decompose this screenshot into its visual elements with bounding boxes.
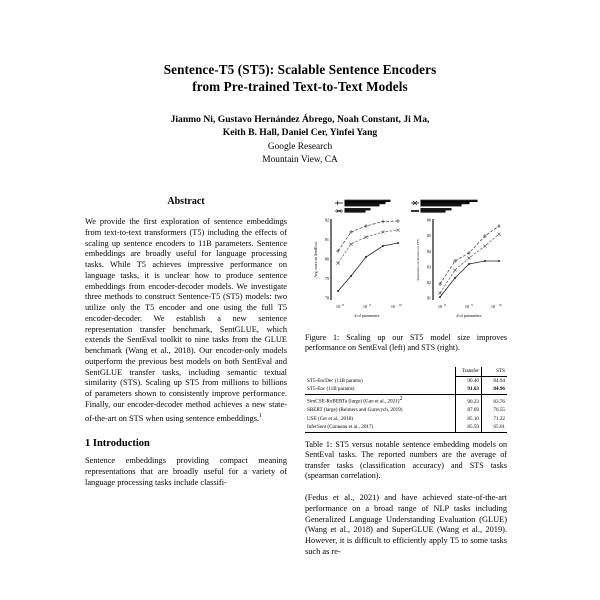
table-row bbox=[305, 415, 507, 424]
table-cell-transfer: 87.69 bbox=[456, 407, 482, 416]
svg-text:10: 10 bbox=[362, 304, 368, 309]
table-header-sts: STS bbox=[482, 367, 508, 376]
table-cell-model bbox=[305, 395, 456, 407]
svg-text:82: 82 bbox=[426, 280, 431, 285]
abstract-footnote-marker: 1 bbox=[259, 412, 263, 419]
svg-text:86: 86 bbox=[426, 217, 431, 223]
affiliation bbox=[0, 141, 600, 166]
abstract-text bbox=[85, 217, 287, 424]
table-header-model bbox=[305, 367, 456, 376]
figure-1 bbox=[305, 196, 507, 353]
svg-text:82: 82 bbox=[324, 217, 329, 223]
table-cell-model-text: SimCSE-RoBERTa (large) (Gao et al., 2021) bbox=[307, 398, 400, 405]
svg-text:81: 81 bbox=[324, 237, 329, 242]
svg-text:83: 83 bbox=[426, 264, 431, 270]
right-column-paragraph: (Fedus et al., 2021) and have achieved state-of-the-art performance on a broad range of NLP tasks including Generalized Language Understanding Evaluation (GLUE) (Wang et al., 2018) and SuperGLUE (Wang et al., 2019). However, it is difficult to efficiently apply T5 to some tasks such as re- bbox=[305, 493, 507, 556]
chart-senteval bbox=[314, 218, 402, 319]
table-cell-model: InferSent (Conneau et al., 2017) bbox=[305, 424, 456, 433]
svg-text:80: 80 bbox=[324, 256, 329, 262]
svg-text:85: 85 bbox=[426, 233, 431, 238]
table-cell-model: ST5-Enc (11B params) bbox=[307, 386, 355, 393]
table-cell-sts: 84.94 bbox=[482, 377, 508, 386]
table-cell-model: ST5-EncDec (11B params) bbox=[307, 377, 363, 384]
svg-text:10: 10 bbox=[464, 304, 470, 309]
affiliation-line-2: Mountain View, CA bbox=[262, 154, 338, 165]
table-cell-transfer: 91.63 bbox=[456, 386, 482, 395]
title-line-2: from Pre-trained Text-to-Text Models bbox=[192, 78, 408, 94]
table-caption-label: Table 1: bbox=[305, 440, 333, 450]
table-row bbox=[305, 424, 507, 433]
table-cell-sts: 76.55 bbox=[482, 407, 508, 416]
svg-text:Avg. score on SentEval: Avg. score on SentEval bbox=[314, 242, 318, 278]
body-columns bbox=[0, 196, 600, 600]
figure-caption-text: Scaling up our ST5 model size improves performance on SentEval (left) and STS (right). bbox=[305, 333, 508, 353]
table-cell-sts: 84.96 bbox=[482, 386, 508, 395]
table-cell-sts: 65.01 bbox=[482, 424, 508, 433]
figure-caption bbox=[305, 333, 507, 353]
figure-1-plot bbox=[305, 196, 507, 326]
svg-text:84: 84 bbox=[426, 249, 431, 254]
table-row bbox=[305, 407, 507, 416]
svg-text:10: 10 bbox=[335, 304, 341, 309]
svg-text:78: 78 bbox=[324, 295, 329, 301]
table-cell-transfer: 90.46 bbox=[456, 377, 482, 386]
svg-text:10: 10 bbox=[390, 304, 396, 309]
abstract-body: We provide the first exploration of sentence embeddings from text-to-text transformers (T5) including the effects of scaling up sentence encoders to 11B parameters. Sentence embeddings are broadly useful for language processing tasks. While T5 achieves impressive performance on language tasks, it is unclear how to produce sentence embeddings from encoder-decoder models. We investigate three methods to construct Sentence-T5 (ST5) models: two utilize only the T5 encoder and one using the full T5 encoder-decoder. We establish a new sentence representation transfer benchmark, SentGLUE, which extends the SentEval toolkit to nine tasks from the GLUE benchmark (Wang et al., 2018). Our encoder-only models outperform the previous best models on both SentEval and SentGLUE transfer tasks, including semantic textual similarity (STS). Scaling up ST5 from millions to billions of parameters shown to consistently improve performance. Finally, our encoder-decoder method achieves a new state-of-the-art on STS when using sentence embeddings. bbox=[85, 217, 287, 423]
left-column bbox=[85, 196, 287, 488]
title-line-1: Sentence-T5 (ST5): Scalable Sentence Encoders bbox=[163, 62, 437, 77]
page-title bbox=[0, 62, 600, 95]
table-1 bbox=[305, 367, 507, 481]
table-cell-sts: 71.22 bbox=[482, 415, 508, 424]
svg-text:10: 10 bbox=[398, 303, 402, 307]
svg-text:9: 9 bbox=[471, 303, 473, 307]
figure-caption-label: Figure 1: bbox=[305, 333, 340, 342]
table-cell-model: SBERT (large) (Reimers and Gurevych, 2019) bbox=[307, 407, 403, 414]
svg-text:# of parameters: # of parameters bbox=[354, 313, 380, 318]
title-block bbox=[0, 0, 600, 166]
author-line-1: Jianmo Ni, Gustavo Hernández Ábrego, Noah Constant, Ji Ma, bbox=[170, 114, 430, 125]
svg-text:8: 8 bbox=[342, 303, 344, 307]
affiliation-line-1: Google Research bbox=[267, 142, 333, 153]
table-cell-footnote-marker: 2 bbox=[399, 395, 403, 402]
author-line-2: Keith B. Hall, Daniel Cer, Yinfei Yang bbox=[222, 126, 378, 138]
table-cell-model: USE (Cer et al., 2018) bbox=[307, 415, 353, 422]
svg-text:10: 10 bbox=[437, 304, 443, 309]
table-cell-transfer: 85.10 bbox=[456, 415, 482, 424]
table-header-transfer: Transfer bbox=[456, 367, 482, 376]
table-cell-transfer: 85.59 bbox=[456, 424, 482, 433]
table-cell-transfer: 90.23 bbox=[456, 395, 482, 407]
author-list bbox=[0, 114, 600, 139]
table-caption bbox=[305, 440, 507, 481]
svg-text:Spearman correlation on STS: Spearman correlation on STS bbox=[416, 239, 420, 281]
table-row bbox=[305, 386, 507, 395]
table-row bbox=[305, 395, 507, 407]
right-column bbox=[305, 196, 507, 558]
introduction-heading: 1 Introduction bbox=[85, 438, 150, 450]
svg-text:10: 10 bbox=[498, 303, 502, 307]
svg-text:10: 10 bbox=[490, 304, 496, 309]
svg-text:79: 79 bbox=[324, 276, 329, 281]
table-cell-sts: 83.76 bbox=[482, 395, 508, 407]
introduction-text: Sentence embeddings providing compact meaning representations that are broadly useful for a variety of language processing tasks include classifi- bbox=[85, 456, 287, 487]
svg-text:9: 9 bbox=[369, 303, 371, 307]
results-table bbox=[305, 367, 507, 433]
svg-text:# of parameters: # of parameters bbox=[456, 313, 482, 318]
table-caption-text: ST5 versus notable sentence embedding models on SentEval tasks. The reported numbers are the average of transfer tasks (classification accuracy) and STS tasks (spearman correlation). bbox=[305, 440, 508, 480]
abstract-heading: Abstract bbox=[167, 196, 205, 207]
table-header-row bbox=[305, 367, 507, 376]
chart-sts bbox=[416, 218, 502, 319]
svg-text:8: 8 bbox=[444, 303, 446, 307]
table-row bbox=[305, 377, 507, 386]
svg-text:81: 81 bbox=[426, 295, 431, 301]
figure-legend bbox=[335, 200, 477, 212]
